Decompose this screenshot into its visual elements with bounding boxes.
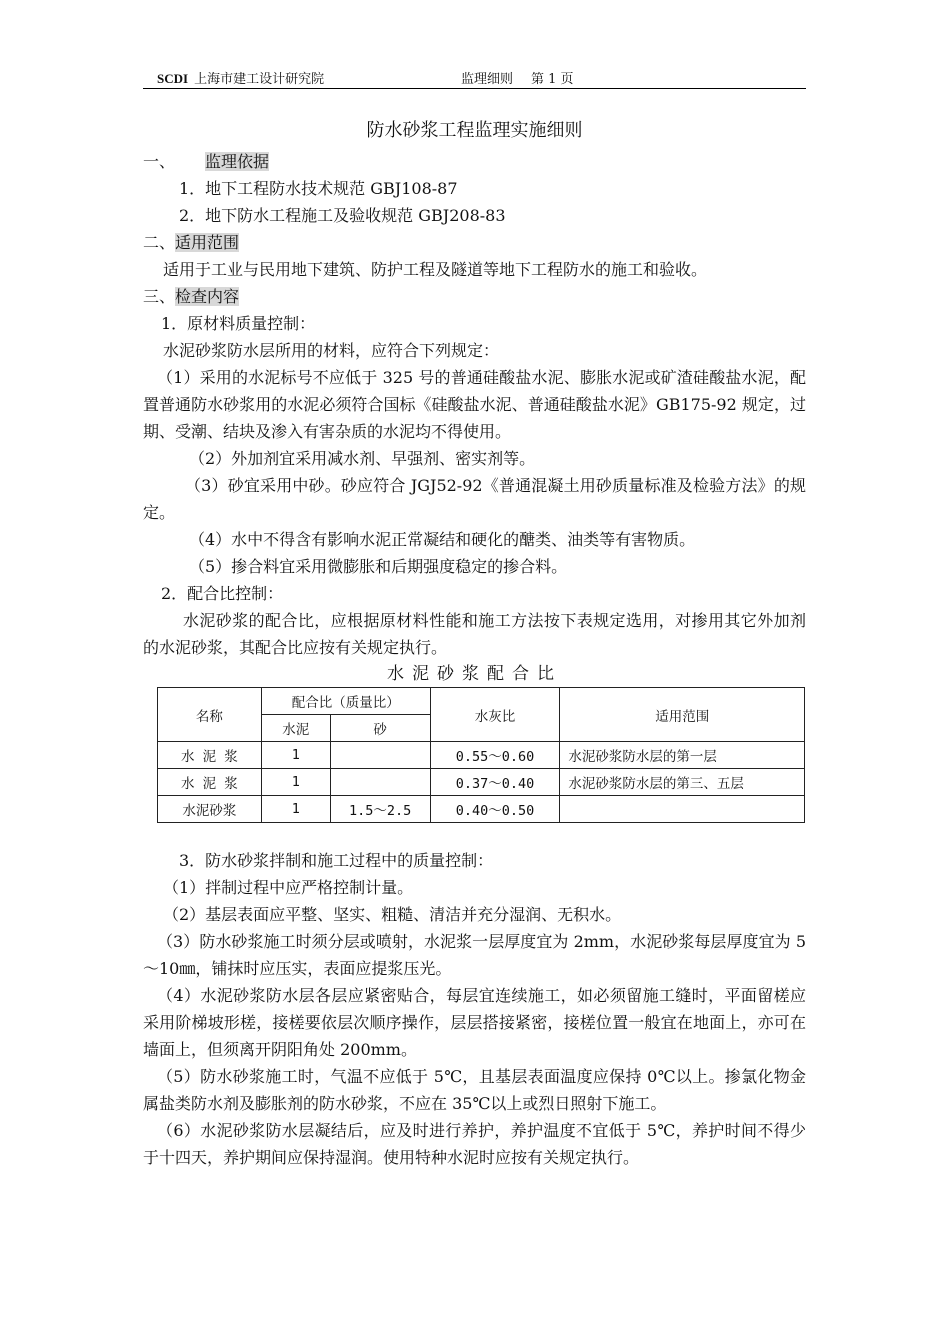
section-heading-3 [143,283,806,310]
section-number: 三、 [143,287,176,306]
subsection-title: 2．配合比控制： [161,584,284,603]
list-item: （4）水泥砂浆防水层各层应紧密贴合，每层宜连续施工，如必须留施工缝时，平面留槎应采用阶梯坡形槎，接槎要依层次顺序操作，层层搭接紧密，接槎位置一般宜在地面上，亦可在墙面上，但须离开阴阳角处 200mm。 [143,986,806,1059]
header-org [157,68,324,87]
table-cell: 水 泥 浆 [158,742,262,769]
paragraph: 水泥砂浆的配合比，应根据原材料性能和施工方法按下表规定选用，对掺用其它外加剂的水泥砂浆，其配合比应按有关规定执行。 [143,611,806,657]
header-cell: 水灰比 [430,688,560,742]
table-cell: 1 [261,796,330,823]
list-item: （2）基层表面应平整、坚实、粗糙、清洁并充分湿润、无积水。 [163,905,622,924]
subsection-title: 3．防水砂浆拌制和施工过程中的质量控制： [179,851,494,870]
list-item: （6）水泥砂浆防水层凝结后，应及时进行养护，养护温度不宜低于 5℃，养护时间不得少于十四天，养护期间应保持湿润。使用特种水泥时应按有关规定执行。 [143,1121,806,1167]
paragraph: 水泥砂浆防水层所用的材料，应符合下列规定： [163,341,500,360]
header-doc-info [461,68,574,87]
table-cell [560,796,805,823]
section-heading-1 [143,148,806,175]
org-code: SCDI [157,71,189,86]
table-header-row [158,688,805,715]
list-item: （3）防水砂浆施工时须分层或喷射，水泥浆一层厚度宜为 2mm，水泥砂浆每层厚度宜为 5～10㎜，铺抹时应压实，表面应提浆压光。 [143,932,806,978]
header-cell: 水泥 [261,715,330,742]
reference-item: 2．地下防水工程施工及验收规范 GBJ208-83 [179,206,506,225]
section-title: 监理依据 [205,152,270,171]
list-item: （2）外加剂宜采用减水剂、早强剂、密实剂等。 [189,449,536,468]
list-item: （3）砂宜采用中砂。砂应符合 JGJ52-92《普通混凝土用砂质量标准及检验方法》的规定。 [143,476,806,522]
page-header [143,66,806,89]
section-number: 二、 [143,233,176,252]
table-cell [330,769,430,796]
section-title: 检查内容 [175,287,240,306]
org-name: 上海市建工设计研究院 [194,72,325,87]
list-item: （1）采用的水泥标号不应低于 325 号的普通硅酸盐水泥、膨胀水泥或矿渣硅酸盐水泥，配置普通防水砂浆用的水泥必须符合国标《硅酸盐水泥、普通硅酸盐水泥》GB175-92 规定，过期、受潮、结块及渗入有害杂质的水泥均不得使用。 [143,368,806,441]
header-cell: 名称 [158,688,262,742]
list-item: （1）拌制过程中应严格控制计量。 [163,878,414,897]
list-item: （4）水中不得含有影响水泥正常凝结和硬化的醣类、油类等有害物质。 [189,530,696,549]
table-cell: 1.5～2.5 [330,796,430,823]
section-title: 适用范围 [175,233,240,252]
table-cell: 0.55～0.60 [430,742,560,769]
table-row [158,796,805,823]
document-title: 防水砂浆工程监理实施细则 [366,120,583,141]
subsection-title: 1．原材料质量控制： [161,314,316,333]
table-cell: 1 [261,742,330,769]
table-row [158,769,805,796]
page-label: 第 1 页 [531,72,574,87]
table-cell: 水泥砂浆防水层的第三、五层 [560,769,805,796]
header-cell: 配合比（质量比） [261,688,430,715]
mix-ratio-table [157,687,805,823]
table-cell: 水泥砂浆 [158,796,262,823]
table-cell [330,742,430,769]
table-cell: 0.40～0.50 [430,796,560,823]
table-cell: 1 [261,769,330,796]
scope-text: 适用于工业与民用地下建筑、防护工程及隧道等地下工程防水的施工和验收。 [163,260,708,279]
table-cell: 水泥砂浆防水层的第一层 [560,742,805,769]
table-row [158,742,805,769]
list-item: （5）防水砂浆施工时，气温不应低于 5℃，且基层表面温度应保持 0℃以上。掺氯化物金属盐类防水剂及膨胀剂的防水砂浆，不应在 35℃以上或烈日照射下施工。 [143,1067,806,1113]
section-number: 一、 [143,152,176,171]
table-cell: 水 泥 浆 [158,769,262,796]
reference-item: 1．地下工程防水技术规范 GBJ108-87 [179,179,458,198]
section-heading-2 [143,229,806,256]
table-caption: 水泥砂浆配合比 [387,664,562,684]
header-cell: 砂 [330,715,430,742]
table-cell: 0.37～0.40 [430,769,560,796]
list-item: （5）掺合料宜采用微膨胀和后期强度稳定的掺合料。 [189,557,568,576]
document-body [143,118,806,1171]
doc-type: 监理细则 [461,72,514,87]
header-cell: 适用范围 [560,688,805,742]
